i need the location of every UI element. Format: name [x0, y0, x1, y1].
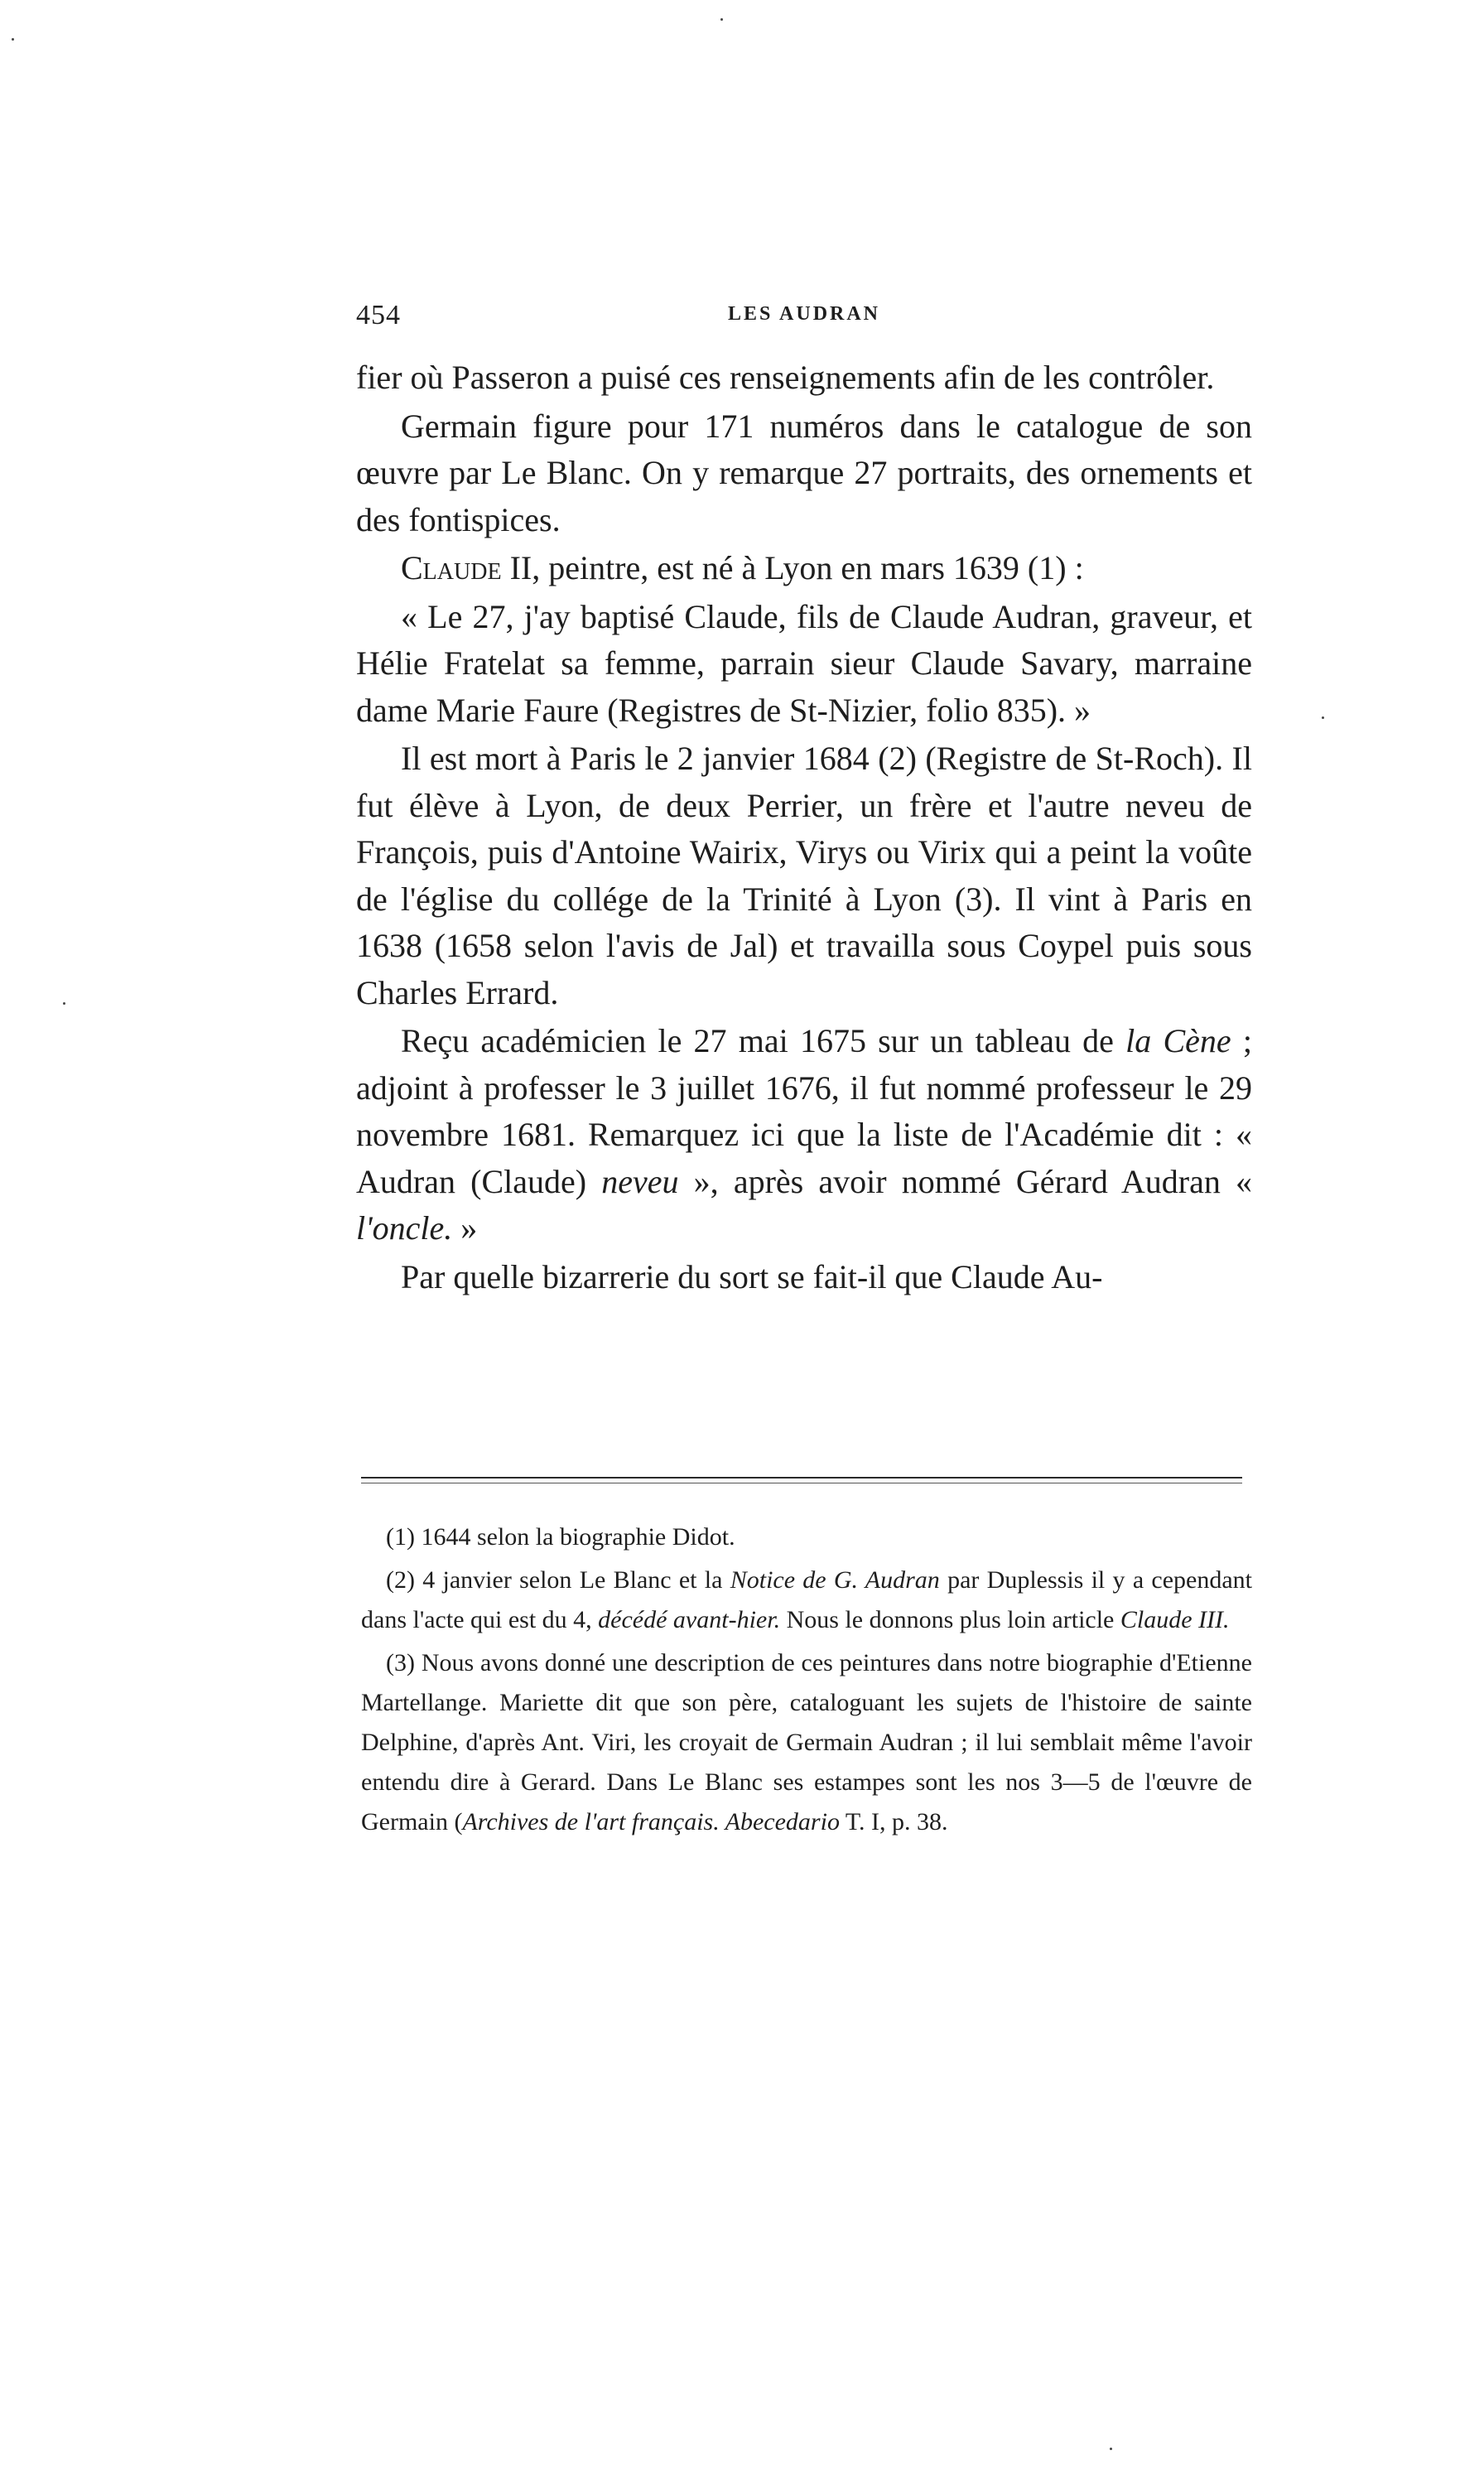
painting-title: la Cène [1125, 1022, 1231, 1059]
paragraph-6-part-a: Reçu académicien le 27 mai 1675 sur un tableau de [401, 1022, 1126, 1059]
footnote-2-part-a: (2) 4 janvier selon Le Blanc et la [386, 1566, 730, 1594]
footnote-2-article: Claude III. [1120, 1606, 1230, 1633]
paper-speck [63, 1002, 65, 1005]
footnote-3-source: Archives de l'art français. Abecedario [462, 1808, 840, 1835]
oncle-word: l'oncle. [356, 1209, 453, 1247]
footnote-2-quote: décédé avant-hier. [598, 1606, 781, 1633]
neveu-word: neveu [601, 1162, 679, 1200]
paper-speck [720, 18, 723, 21]
paragraph-6 [356, 1018, 1252, 1252]
paragraph-2: Germain figure pour 171 numéros dans le catalogue de son œuvre par Le Blanc. On y remarque 27 portraits, des ornements et des fontispices. [356, 407, 1252, 538]
main-text [356, 355, 1252, 1302]
claude-name: Claude [401, 549, 502, 586]
footnote-2 [361, 1561, 1252, 1640]
paragraph-7: Par quelle bizarrerie du sort se fait-il que Claude Au- [401, 1257, 1103, 1295]
footnote-2-part-b: par Duplessis il y a cependant dans l'acte qui est du 4, [361, 1566, 1253, 1633]
footnote-2-title: Notice de G. Audran [730, 1566, 940, 1594]
footnote-separator [361, 1477, 1242, 1479]
footnote-3 [361, 1643, 1252, 1842]
paragraph-6-part-b: ; adjoint à professer le 3 juillet 1676, il fut nommé professeur le 29 novembre 1681. Remarquez ici que la liste de l'Académie dit : « Audran (Claude) [356, 1022, 1252, 1200]
paper-speck [12, 38, 14, 41]
footnotes [361, 1517, 1252, 1845]
footnote-3-part-a: (3) Nous avons donné une description de ces peintures dans notre biographie d'Etienne Martellange. Mariette dit que son père, cataloguant les sujets de l'histoire de sainte Delphine, d'après Ant. Viri, les croyait de Germain Audran ; il lui semblait même l'avoir entendu dire à Gerard. Dans Le Blanc ses estampes sont les nos 3—5 de l'œuvre de Germain ( [361, 1649, 1252, 1835]
paragraph-1: fier où Passeron a puisé ces renseignements afin de les contrôler. [356, 359, 1215, 396]
paragraph-3-text: II, peintre, est né à Lyon en mars 1639 (1) : [501, 549, 1084, 586]
paper-speck [1110, 2448, 1112, 2450]
paragraph-6-part-d: » [452, 1209, 478, 1247]
running-title: LES AUDRAN [727, 303, 881, 325]
paragraph-3 [356, 545, 1252, 592]
paragraph-4-baptism-record: « Le 27, j'ay baptisé Claude, fils de Claude Audran, graveur, et Hélie Fratelat sa femme, parrain sieur Claude Savary, marraine dame Marie Faure (Registres de St-Nizier, folio 835). » [356, 597, 1252, 729]
footnote-1: (1) 1644 selon la biographie Didot. [386, 1523, 735, 1551]
paper-speck [1322, 716, 1324, 719]
paragraph-5: Il est mort à Paris le 2 janvier 1684 (2) (Registre de St-Roch). Il fut élève à Lyon, de deux Perrier, un frère et l'autre neveu de François, puis d'Antoine Wairix, Virys ou Virix qui a peint la voûte de l'église du collége de la Trinité à Lyon (3). Il vint à Paris en 1638 (1658 selon l'avis de Jal) et travailla sous Coypel puis sous Charles Errard. [356, 740, 1252, 1011]
page-number: 454 [356, 300, 401, 330]
page-header [356, 300, 1252, 341]
footnote-2-part-c: Nous le donnons plus loin article [780, 1606, 1120, 1633]
footnote-3-part-b: T. I, p. 38. [839, 1808, 948, 1835]
paragraph-6-part-c: », après avoir nommé Gérard Audran « [678, 1162, 1252, 1200]
